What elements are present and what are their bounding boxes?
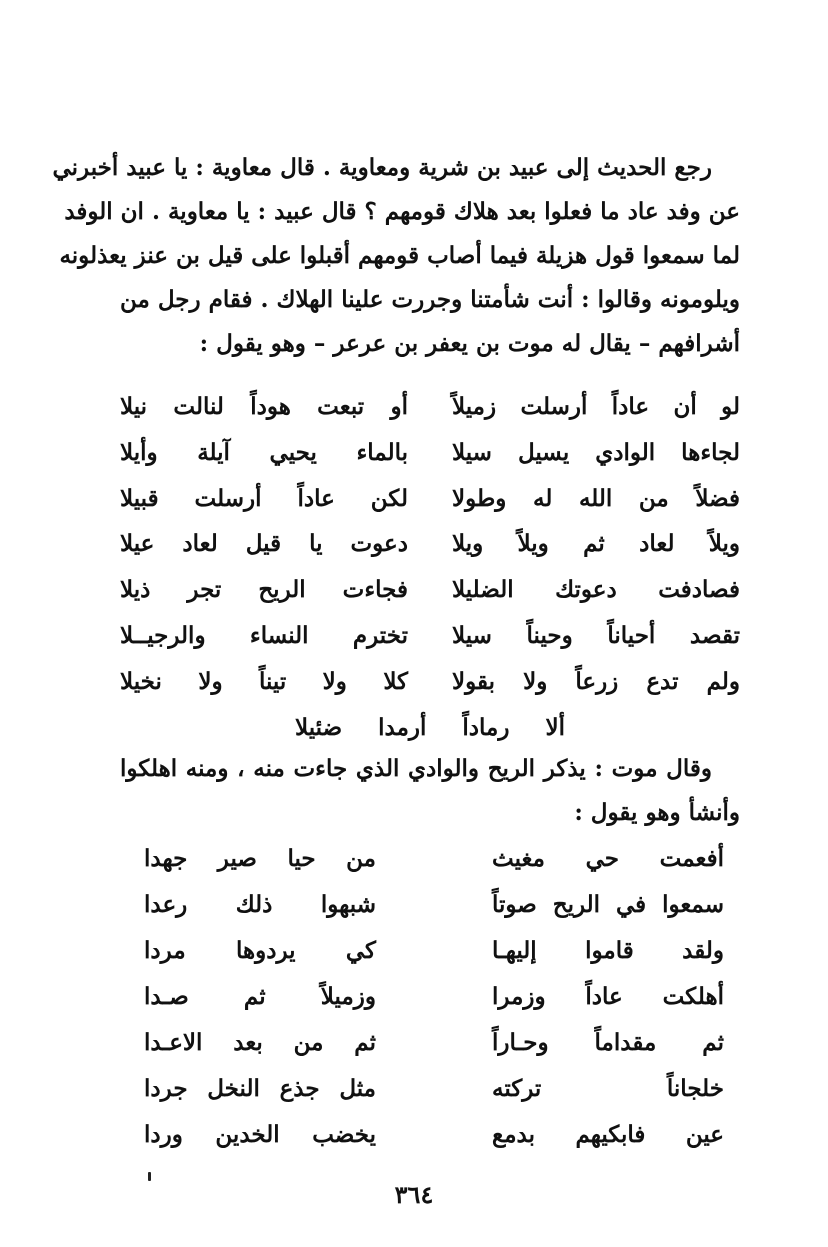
- verse-second-hemistich: مثل جذع النخل جردا: [144, 1075, 376, 1102]
- second-poem: [144, 836, 724, 1158]
- poem-verse: [144, 836, 724, 882]
- poem-verse: [120, 659, 740, 705]
- verse-second-hemistich: كلا ولا تيناً ولا نخيلا: [120, 667, 408, 695]
- poem-verse: [144, 882, 724, 928]
- verse-second-hemistich: دعوت يا قيل لعاد عيلا: [120, 530, 408, 558]
- prose-line: رجع الحديث إلى عبيد بن شرية ومعاوية . قال معاوية : يا عبيد أخبرني: [52, 154, 712, 181]
- verse-first-hemistich: فصادفت دعوتك الضليلا: [452, 576, 740, 604]
- verse-first-hemistich: فضلاً من الله له وطولا: [452, 484, 740, 512]
- verse-first-hemistich: أهلكت عاداً وزمرا: [492, 983, 724, 1010]
- verse-second-hemistich: ثم من بعد الاعـدا: [144, 1029, 376, 1056]
- verse-first-hemistich: أفعمت حي مغيث: [492, 845, 724, 872]
- verse-first-hemistich: ولم تدع زرعاً ولا بقولا: [452, 667, 740, 695]
- verse-first-hemistich: سمعوا في الريح صوتاً: [492, 891, 724, 918]
- verse-first-hemistich: ويلاً لعاد ثم ويلاً ويلا: [452, 530, 740, 558]
- prose-line: وأنشأ وهو يقول :: [574, 799, 740, 826]
- poem-verse: [144, 974, 724, 1020]
- prose-line: عن وفد عاد ما فعلوا بعد هلاك قومهم ؟ قال عبيد : يا معاوية . ان الوفد: [64, 198, 740, 225]
- second-paragraph: [120, 747, 740, 835]
- verse-first-hemistich: تقصد أحياناً وحيناً سيلا: [452, 621, 740, 649]
- verse-second-hemistich: تخترم النساء والرجيــلا: [120, 621, 408, 649]
- verse-first-hemistich: لو أن عاداً أرسلت زميلاً: [452, 393, 740, 420]
- verse-second-hemistich: بالماء يحيي آيلة وأيلا: [120, 438, 408, 466]
- prose-line: أشرافهم – يقال له موت بن يعفر بن عرعر – وهو يقول :: [199, 330, 740, 357]
- verse-first-hemistich: ثم مقداماً وحـاراً: [492, 1029, 724, 1056]
- prose-line: لما سمعوا قول هزيلة فيما أصاب قومهم أقبلوا على قيل بن عنز يعذلونه: [59, 242, 740, 269]
- poem-verse: [144, 1020, 724, 1066]
- poem-closing-verse: [120, 705, 740, 751]
- poem-verse: [144, 1112, 724, 1158]
- poem-verse: [120, 430, 740, 476]
- verse-single-hemistich: ألا رماداً أرمدا ضئيلا: [295, 713, 565, 741]
- verse-second-hemistich: من حيا صير جهدا: [144, 845, 376, 872]
- prose-line: وقال موت : يذكر الريح والوادي الذي جاءت منه ، ومنه اهلكوا: [120, 755, 712, 782]
- poem-verse: [120, 613, 740, 659]
- opening-paragraph: [52, 146, 740, 366]
- page-number: ٣٦٤: [394, 1180, 434, 1209]
- verse-second-hemistich: يخضب الخدين وردا: [144, 1121, 376, 1148]
- verse-second-hemistich: وزميلاً ثم صـدا: [144, 983, 376, 1010]
- verse-second-hemistich: كي يردوها مردا: [144, 937, 376, 964]
- verse-first-hemistich: ولقد قاموا إليهـا: [492, 937, 724, 964]
- verse-first-hemistich: عين فابكيهم بدمع: [492, 1121, 724, 1148]
- verse-second-hemistich: شبهوا ذلك رعدا: [144, 891, 376, 918]
- first-poem: [120, 384, 740, 750]
- verse-second-hemistich: لكن عاداً أرسلت قبيلا: [120, 484, 408, 512]
- verse-second-hemistich: فجاءت الريح تجر ذيلا: [120, 576, 408, 604]
- poem-verse: [120, 567, 740, 613]
- verse-first-hemistich: خلجاناً تركته: [492, 1075, 724, 1102]
- poem-verse: [144, 928, 724, 974]
- poem-verse: [144, 1066, 724, 1112]
- prose-line: ويلومونه وقالوا : أنت شأمتنا وجررت علينا الهلاك . فقام رجل من: [120, 286, 740, 313]
- verse-second-hemistich: أو تبعت هوداً لنالت نيلا: [120, 393, 408, 420]
- poem-verse: [120, 476, 740, 522]
- verse-first-hemistich: لجاءها الوادي يسيل سيلا: [452, 438, 740, 466]
- poem-verse: [120, 521, 740, 567]
- poem-verse: [120, 384, 740, 430]
